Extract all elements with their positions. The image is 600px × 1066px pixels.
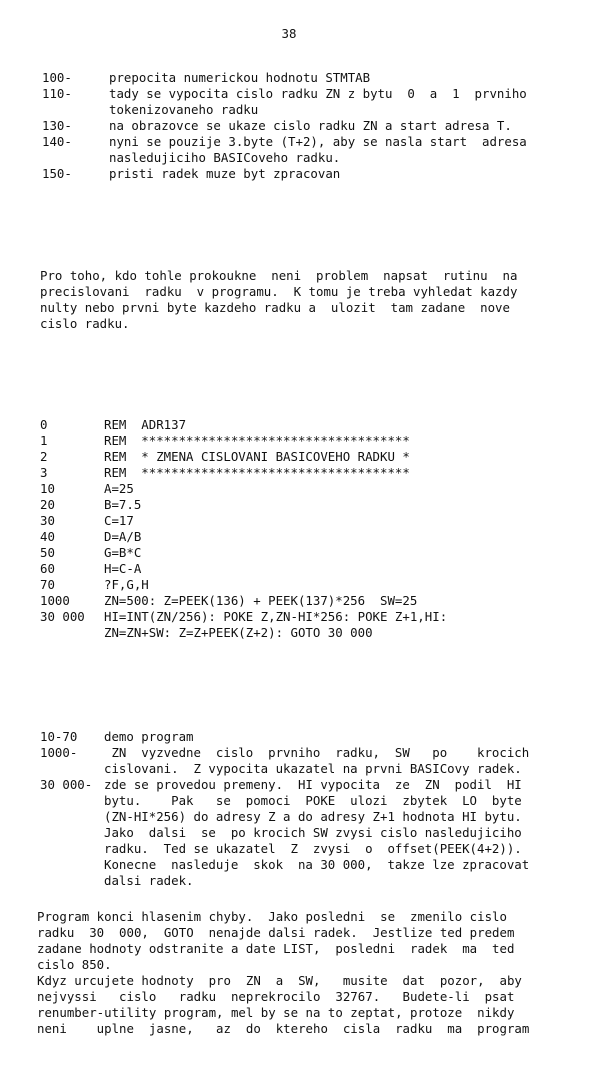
explanation-row-number: 140- xyxy=(42,134,72,149)
code-line-number: 1000 xyxy=(40,593,70,608)
note-row-text: dalsi radek. xyxy=(104,873,194,888)
code-line xyxy=(40,561,447,577)
code-line-text: H=C-A xyxy=(104,561,142,576)
note-row-number: 10-70 xyxy=(40,729,78,744)
explanation-row xyxy=(42,134,527,150)
explanation-list xyxy=(42,70,527,182)
code-line-number: 3 xyxy=(40,465,48,480)
note-row-number: 30 000- xyxy=(40,777,93,792)
code-line-text: G=B*C xyxy=(104,545,142,560)
explanation-row-number: 110- xyxy=(42,86,72,101)
note-row-number xyxy=(40,809,104,825)
note-row-number xyxy=(40,873,104,889)
intro-line: cislo radku. xyxy=(40,316,130,331)
code-line-text: HI=INT(ZN/256): POKE Z,ZN-HI*256: POKE Z+1,HI: xyxy=(104,609,448,624)
explanation-row-number xyxy=(42,102,109,118)
closing-line: Program konci hlasenim chyby. Jako posledni se zmenilo cislo xyxy=(37,909,507,924)
code-line-text: C=17 xyxy=(104,513,134,528)
code-line-text: REM ADR137 xyxy=(104,417,187,432)
closing-paragraph xyxy=(37,909,529,1037)
closing-line: radku 30 000, GOTO nenajde dalsi radek. Jestlize ted predem xyxy=(37,925,515,940)
code-line-number: 70 xyxy=(40,577,55,592)
explanation-row xyxy=(42,86,527,102)
note-row-number: 1000- xyxy=(40,745,78,760)
code-line-text: ZN=ZN+SW: Z=Z+PEEK(Z+2): GOTO 30 000 xyxy=(104,625,373,640)
closing-line: cislo 850. xyxy=(37,957,112,972)
page-number: 38 xyxy=(281,26,297,41)
code-line xyxy=(40,417,447,433)
explanation-row-number: 100- xyxy=(42,70,72,85)
code-line xyxy=(40,609,447,625)
code-line-text: D=A/B xyxy=(104,529,142,544)
explanation-row xyxy=(42,150,527,166)
code-line-number: 50 xyxy=(40,545,55,560)
code-line xyxy=(40,433,447,449)
note-row xyxy=(40,841,529,857)
explanation-row xyxy=(42,70,527,86)
explanation-row xyxy=(42,166,527,182)
note-row-number xyxy=(40,793,104,809)
closing-line: renumber-utility program, mel by se na to zeptat, protoze nikdy xyxy=(37,1005,515,1020)
code-line-text: A=25 xyxy=(104,481,134,496)
explanation-row-text: nyni se pouzije 3.byte (T+2), aby se nasla start adresa xyxy=(109,134,527,149)
explanation-row-text: nasledujiciho BASICoveho radku. xyxy=(109,150,341,165)
note-row-text: ZN vyzvedne cislo prvniho radku, SW po krocich xyxy=(104,745,530,760)
closing-line: nejvyssi cislo radku neprekrocilo 32767. Budete-li psat xyxy=(37,989,515,1004)
intro-line: precislovani radku v programu. K tomu je treba vyhledat kazdy xyxy=(40,284,518,299)
explanation-row-text: tady se vypocita cislo radku ZN z bytu 0 a 1 prvniho xyxy=(109,86,527,101)
explanation-row-number xyxy=(42,150,109,166)
code-line-text: ZN=500: Z=PEEK(136) + PEEK(137)*256 SW=25 xyxy=(104,593,418,608)
intro-line: nulty nebo prvni byte kazdeho radku a ulozit tam zadane nove xyxy=(40,300,510,315)
code-line xyxy=(40,465,447,481)
code-line-number: 20 xyxy=(40,497,55,512)
code-line xyxy=(40,513,447,529)
note-row xyxy=(40,793,529,809)
code-line-number: 10 xyxy=(40,481,55,496)
note-row-text: (ZN-HI*256) do adresy Z a do adresy Z+1 hodnota HI bytu. xyxy=(104,809,522,824)
explanation-row-text: pristi radek muze byt zpracovan xyxy=(109,166,341,181)
note-row xyxy=(40,761,529,777)
code-line xyxy=(40,481,447,497)
intro-paragraph xyxy=(40,268,517,332)
code-line-number: 0 xyxy=(40,417,48,432)
explanation-row-text: tokenizovaneho radku xyxy=(109,102,259,117)
note-row-text: radku. Ted se ukazatel Z zvysi o offset(PEEK(4+2)). xyxy=(104,841,522,856)
note-row-text: bytu. Pak se pomoci POKE ulozi zbytek LO byte xyxy=(104,793,522,808)
code-line xyxy=(40,625,447,641)
closing-line: neni uplne jasne, az do ktereho cisla radku ma program xyxy=(37,1021,530,1036)
code-line-text: B=7.5 xyxy=(104,497,142,512)
note-row xyxy=(40,745,529,761)
note-row xyxy=(40,857,529,873)
note-row xyxy=(40,809,529,825)
code-line-number xyxy=(40,625,104,641)
closing-line: zadane hodnoty odstranite a date LIST, posledni radek ma ted xyxy=(37,941,515,956)
note-row-text: Konecne nasleduje skok na 30 000, takze lze zpracovat xyxy=(104,857,530,872)
note-row xyxy=(40,777,529,793)
note-row-text: Jako dalsi se po krocich SW zvysi cislo nasledujiciho xyxy=(104,825,522,840)
explanation-row-text: prepocita numerickou hodnotu STMTAB xyxy=(109,70,371,85)
note-row xyxy=(40,729,529,745)
note-row-number xyxy=(40,761,104,777)
code-line-text: REM ************************************ xyxy=(104,465,410,480)
note-row-text: demo program xyxy=(104,729,194,744)
note-row-text: cislovani. Z vypocita ukazatel na prvni BASICovy radek. xyxy=(104,761,522,776)
note-row-number xyxy=(40,825,104,841)
code-line-number: 30 xyxy=(40,513,55,528)
note-row xyxy=(40,873,529,889)
code-line xyxy=(40,593,447,609)
closing-line: Kdyz urcujete hodnoty pro ZN a SW, musite dat pozor, aby xyxy=(37,973,522,988)
code-line-text: REM ************************************ xyxy=(104,433,410,448)
code-line xyxy=(40,449,447,465)
program-notes xyxy=(40,729,529,889)
intro-line: Pro toho, kdo tohle prokoukne neni problem napsat rutinu na xyxy=(40,268,518,283)
note-row-number xyxy=(40,841,104,857)
code-line-number: 60 xyxy=(40,561,55,576)
code-line xyxy=(40,545,447,561)
explanation-row xyxy=(42,118,527,134)
basic-code-listing xyxy=(40,417,447,641)
note-row xyxy=(40,825,529,841)
code-line-number: 2 xyxy=(40,449,48,464)
code-line-number: 30 000 xyxy=(40,609,85,624)
code-line xyxy=(40,529,447,545)
note-row-number xyxy=(40,857,104,873)
code-line xyxy=(40,577,447,593)
code-line-text: REM * ZMENA CISLOVANI BASICOVEHO RADKU * xyxy=(104,449,410,464)
note-row-text: zde se provedou premeny. HI vypocita ze ZN podil HI xyxy=(104,777,522,792)
explanation-row xyxy=(42,102,527,118)
code-line xyxy=(40,497,447,513)
code-line-number: 40 xyxy=(40,529,55,544)
explanation-row-number: 130- xyxy=(42,118,72,133)
explanation-row-number: 150- xyxy=(42,166,72,181)
explanation-row-text: na obrazovce se ukaze cislo radku ZN a start adresa T. xyxy=(109,118,512,133)
code-line-number: 1 xyxy=(40,433,48,448)
code-line-text: ?F,G,H xyxy=(104,577,149,592)
